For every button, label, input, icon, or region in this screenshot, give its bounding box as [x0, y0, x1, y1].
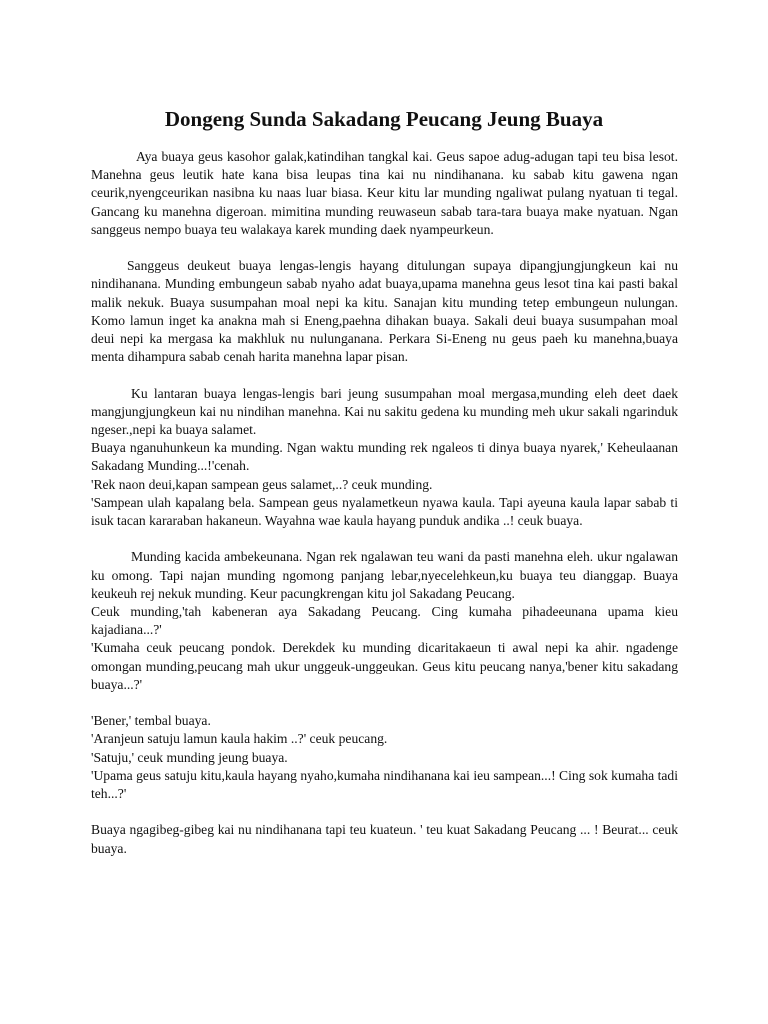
paragraph-1 — [91, 148, 678, 239]
document-body — [91, 148, 678, 876]
paragraph-5 — [91, 712, 678, 803]
paragraph-line: 'Aranjeun satuju lamun kaula hakim ..?' ceuk peucang. — [91, 731, 388, 747]
paragraph-line: Buaya nganuhunkeun ka munding. Ngan waktu munding rek ngaleos ti dinya buaya nyarek,' Keheulaanan Sakadang Munding...!'cenah. — [91, 440, 678, 474]
paragraph-4 — [91, 548, 678, 694]
paragraph-line: Ku lantaran buaya lengas-lengis bari jeung susumpahan moal mergasa,munding eleh deet daek mangjungjungkeun kai nu nindihan manehna. Kai nu sakitu gedena ku munding meh ukur sakali ngarinduk ngeser.,nepi ka buaya salamet. — [91, 385, 678, 438]
paragraph-line: 'Upama geus satuju kitu,kaula hayang nyaho,kumaha nindihanana kai ieu sampean...! Cing sok kumaha tadi teh...?' — [91, 767, 678, 802]
paragraph-3 — [91, 385, 678, 531]
paragraph-line: 'Sampean ulah kapalang bela. Sampean geus nyalametkeun nyawa kaula. Tapi ayeuna kaula lapar sabab ti isuk tacan kararaban hakaneun. Wayahna wae kaula hayang punduk andika ..! ceuk buaya. — [91, 494, 678, 529]
paragraph-line: 'Satuju,' ceuk munding jeung buaya. — [91, 749, 288, 765]
paragraph-line: Munding kacida ambekeunana. Ngan rek ngalawan teu wani da pasti manehna eleh. ukur ngalawan ku omong. Tapi najan munding ngomong panjang lebar,nyecelehkeun,ku buaya teu dianggap. Buaya keukeuh rej nekuk munding. Keur pacungkrengan kitu jol Sakadang Peucang. — [91, 549, 678, 601]
paragraph-2 — [91, 257, 678, 366]
document-title: Dongeng Sunda Sakadang Peucang Jeung Buaya — [164, 107, 604, 131]
paragraph-line: 'Kumaha ceuk peucang pondok. Derekdek ku munding dicaritakaeun ti awal nepi ka ahir. ngadenge omongan munding,peucang mah ukur unggeuk-unggeukan. Geus kitu peucang nanya,'bener kitu sakadang buaya...?' — [91, 640, 678, 692]
paragraph-line: 'Rek naon deui,kapan sampean geus salamet,..? ceuk munding. — [91, 476, 433, 492]
paragraph-6 — [91, 821, 678, 857]
paragraph-line: Ceuk munding,'tah kabeneran aya Sakadang Peucang. Cing kumaha pihadeeunana upama kieu kajadiana...?' — [91, 604, 678, 638]
paragraph-line: Sanggeus deukeut buaya lengas-lengis hayang ditulungan supaya dipangjungjungkeun kai nu nindihanana. Munding embungeun sabab nyaho adat buaya,upama manehna geus lesot tina kai pasti bakal malik nekuk. Buaya susumpahan moal nepi ka kitu. Sanajan kitu munding tetep embungeun nulungan. Komo lamun inget ka anakna mah si Eneng,paehna dihakan buaya. Sakali deui buaya susumpahan moal deui nepi ka mergasa ka makhluk nu nulunganana. Perkara Si-Eneng nu geus paeh ku manehna,buaya menta dihampura sabab cenah harita manehna lapar pisan. — [91, 258, 678, 365]
paragraph-line: 'Bener,' tembal buaya. — [91, 713, 211, 729]
paragraph-line: Buaya ngagibeg-gibeg kai nu nindihanana tapi teu kuateun. ' teu kuat Sakadang Peucang ... ! Beurat... ceuk buaya. — [91, 822, 678, 856]
paragraph-line: Aya buaya geus kasohor galak,katindihan tangkal kai. Geus sapoe adug-adugan tapi teu bisa lesot. Manehna geus leutik hate kana bisa leupas tina kai nu nindihanana. ku sabab kitu gawena ngan ceurik,nyengceurikan nasibna ku naas luar biasa. Keur kitu lar munding ngaliwat pulang nyatuan ti tegal. Gancang ku manehna digeroan. mimitina munding reuwaseun sabab tara-tara buaya make nyatuan. Ngan sanggeus nempo buaya teu walakaya karek munding daek nyampeurkeun. — [91, 149, 678, 237]
